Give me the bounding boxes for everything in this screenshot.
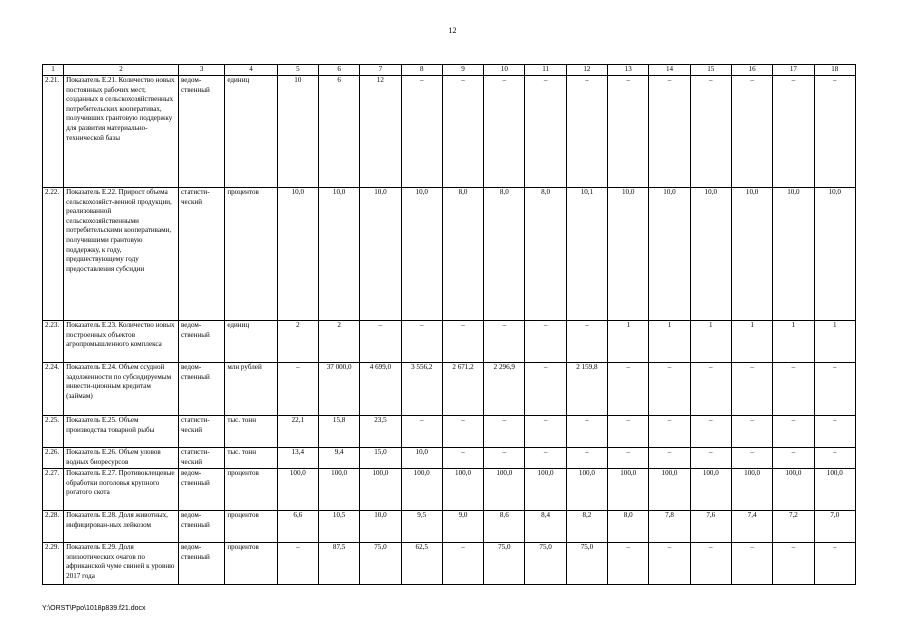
source-cell: статисти-ческий [178, 416, 224, 448]
value-cell: – [690, 363, 731, 416]
value-cell: 10,0 [360, 188, 401, 321]
value-cell: 1 [731, 321, 772, 363]
header-cell: 3 [178, 65, 224, 76]
header-row [43, 65, 856, 76]
value-cell: 6 [318, 76, 359, 188]
indicator-name-cell: Показатель Е.22. Прирост объема сельскохозяйст-венной продукции, реализованной сельскохозяйственными потребительскими кооперативами, получившими грантовую поддержку, к году, предшествующему году предоставления субсидии [64, 188, 179, 321]
unit-cell: процентов [225, 511, 277, 543]
value-cell: 10,1 [566, 188, 607, 321]
value-cell: – [690, 76, 731, 188]
value-cell: 8,2 [566, 511, 607, 543]
value-cell: 75,0 [484, 543, 525, 585]
value-cell: – [566, 416, 607, 448]
value-cell: – [566, 76, 607, 188]
table-row [43, 543, 856, 585]
value-cell: 10,0 [608, 188, 649, 321]
value-cell: – [773, 416, 814, 448]
value-cell: 10,0 [401, 188, 442, 321]
value-cell: 2 [318, 321, 359, 363]
value-cell: – [690, 448, 731, 469]
value-cell: 15,8 [318, 416, 359, 448]
unit-cell: единиц [225, 76, 277, 188]
indicator-name-cell: Показатель Е.26. Объем уловов водных биоресурсов [64, 448, 179, 469]
header-cell: 1 [43, 65, 64, 76]
value-cell: 7,4 [731, 511, 772, 543]
value-cell: – [731, 543, 772, 585]
value-cell: 8,0 [442, 188, 483, 321]
value-cell: – [442, 321, 483, 363]
value-cell: 100,0 [814, 469, 855, 511]
value-cell: 100,0 [649, 469, 690, 511]
value-cell: 2 671,2 [442, 363, 483, 416]
row-number-cell: 2.22. [43, 188, 64, 321]
value-cell: 10,0 [731, 188, 772, 321]
source-cell: ведом-ственный [178, 511, 224, 543]
value-cell: – [525, 321, 566, 363]
value-cell: – [525, 448, 566, 469]
value-cell: 100,0 [401, 469, 442, 511]
table-row [43, 416, 856, 448]
value-cell: – [731, 448, 772, 469]
value-cell: – [401, 321, 442, 363]
value-cell: 1 [649, 321, 690, 363]
value-cell: 100,0 [773, 469, 814, 511]
value-cell: 7,2 [773, 511, 814, 543]
value-cell: 100,0 [608, 469, 649, 511]
value-cell: 7,6 [690, 511, 731, 543]
value-cell: – [814, 416, 855, 448]
value-cell: 10,0 [690, 188, 731, 321]
value-cell: – [401, 416, 442, 448]
value-cell: 1 [690, 321, 731, 363]
table-row [43, 511, 856, 543]
source-cell: статисти-ческий [178, 448, 224, 469]
row-number-cell: 2.21. [43, 76, 64, 188]
value-cell: – [649, 416, 690, 448]
header-cell: 4 [225, 65, 277, 76]
value-cell: 10,0 [649, 188, 690, 321]
value-cell: – [525, 76, 566, 188]
row-number-cell: 2.28. [43, 511, 64, 543]
value-cell: – [690, 416, 731, 448]
value-cell: 10,0 [360, 511, 401, 543]
value-cell: – [525, 363, 566, 416]
value-cell: 8,6 [484, 511, 525, 543]
value-cell: 10,0 [773, 188, 814, 321]
value-cell: 37 000,0 [318, 363, 359, 416]
unit-cell: тыс. тонн [225, 448, 277, 469]
value-cell: – [773, 543, 814, 585]
value-cell: 8,0 [484, 188, 525, 321]
value-cell: 100,0 [360, 469, 401, 511]
header-cell: 8 [401, 65, 442, 76]
value-cell: – [814, 363, 855, 416]
value-cell: 10,0 [401, 448, 442, 469]
value-cell: – [442, 76, 483, 188]
header-cell: 13 [608, 65, 649, 76]
value-cell: – [773, 363, 814, 416]
value-cell: – [773, 448, 814, 469]
value-cell: – [731, 416, 772, 448]
value-cell: – [525, 416, 566, 448]
value-cell: – [773, 76, 814, 188]
value-cell: 8,0 [608, 511, 649, 543]
value-cell: – [731, 76, 772, 188]
unit-cell: процентов [225, 543, 277, 585]
indicator-name-cell: Показатель Е.24. Объем ссудной задолженности по субсидируемым инвести-ционным кредитам (займам) [64, 363, 179, 416]
value-cell: 4 699,0 [360, 363, 401, 416]
source-cell: статисти-ческий [178, 188, 224, 321]
value-cell: – [484, 76, 525, 188]
value-cell: 1 [608, 321, 649, 363]
value-cell: – [277, 543, 318, 585]
header-cell: 7 [360, 65, 401, 76]
value-cell: 10,0 [814, 188, 855, 321]
row-number-cell: 2.27. [43, 469, 64, 511]
value-cell: – [608, 363, 649, 416]
value-cell: – [566, 448, 607, 469]
value-cell: 1 [773, 321, 814, 363]
table-row [43, 321, 856, 363]
value-cell: – [649, 543, 690, 585]
header-cell: 15 [690, 65, 731, 76]
value-cell: – [608, 76, 649, 188]
value-cell: 9,5 [401, 511, 442, 543]
indicator-name-cell: Показатель Е.25. Объем производства товарной рыбы [64, 416, 179, 448]
header-cell: 17 [773, 65, 814, 76]
value-cell: 12 [360, 76, 401, 188]
value-cell: 10,0 [318, 188, 359, 321]
value-cell: 8,4 [525, 511, 566, 543]
value-cell: 100,0 [277, 469, 318, 511]
value-cell: – [649, 448, 690, 469]
unit-cell: млн рублей [225, 363, 277, 416]
header-cell: 10 [484, 65, 525, 76]
indicator-name-cell: Показатель Е.27. Противоклещевые обработки поголовья крупного рогатого скота [64, 469, 179, 511]
table-row [43, 188, 856, 321]
value-cell: 9,0 [442, 511, 483, 543]
value-cell: – [608, 543, 649, 585]
value-cell: 87,5 [318, 543, 359, 585]
source-cell: ведом-ственный [178, 469, 224, 511]
value-cell: 2 296,9 [484, 363, 525, 416]
value-cell: – [566, 321, 607, 363]
unit-cell: единиц [225, 321, 277, 363]
value-cell: – [484, 416, 525, 448]
header-cell: 5 [277, 65, 318, 76]
value-cell: 2 [277, 321, 318, 363]
value-cell: 3 556,2 [401, 363, 442, 416]
value-cell: 2 159,8 [566, 363, 607, 416]
value-cell: 75,0 [525, 543, 566, 585]
header-cell: 14 [649, 65, 690, 76]
table-row [43, 469, 856, 511]
value-cell: 22,1 [277, 416, 318, 448]
value-cell: 15,0 [360, 448, 401, 469]
header-cell: 11 [525, 65, 566, 76]
value-cell: 6,6 [277, 511, 318, 543]
header-cell: 6 [318, 65, 359, 76]
value-cell: 7,8 [649, 511, 690, 543]
row-number-cell: 2.25. [43, 416, 64, 448]
value-cell: – [608, 416, 649, 448]
table-row [43, 448, 856, 469]
value-cell: – [442, 416, 483, 448]
indicator-name-cell: Показатель Е.21. Количество новых постоянных рабочих мест, созданных в сельскохозяйственных потребительских кооперативах, получивших грантовую поддержку для развития материально-технической базы [64, 76, 179, 188]
header-cell: 18 [814, 65, 855, 76]
value-cell: 13,4 [277, 448, 318, 469]
value-cell: 7,0 [814, 511, 855, 543]
indicator-name-cell: Показатель Е.29. Доля эпизоотических очагов по африканской чуме свиней к уровню 2017 года [64, 543, 179, 585]
unit-cell: процентов [225, 469, 277, 511]
header-cell: 2 [64, 65, 179, 76]
value-cell: 100,0 [442, 469, 483, 511]
unit-cell: тыс. тонн [225, 416, 277, 448]
header-cell: 16 [731, 65, 772, 76]
header-cell: 12 [566, 65, 607, 76]
source-cell: ведом-ственный [178, 543, 224, 585]
value-cell: 100,0 [731, 469, 772, 511]
value-cell: – [608, 448, 649, 469]
value-cell: 100,0 [690, 469, 731, 511]
value-cell: 62,5 [401, 543, 442, 585]
page-number: 12 [448, 26, 457, 35]
value-cell: – [814, 76, 855, 188]
value-cell: – [442, 543, 483, 585]
indicator-name-cell: Показатель Е.28. Доля животных, инфицирован-ных лейкозом [64, 511, 179, 543]
row-number-cell: 2.26. [43, 448, 64, 469]
value-cell: 100,0 [566, 469, 607, 511]
value-cell: 100,0 [318, 469, 359, 511]
value-cell: 10,5 [318, 511, 359, 543]
value-cell: 100,0 [484, 469, 525, 511]
row-number-cell: 2.24. [43, 363, 64, 416]
value-cell: – [401, 76, 442, 188]
value-cell: 9,4 [318, 448, 359, 469]
file-path-footer: Y:\ORST\Ppo\1018p839.f21.docx [42, 605, 146, 612]
value-cell: 1 [814, 321, 855, 363]
indicator-name-cell: Показатель Е.23. Количество новых построенных объектов агропромышленного комплекса [64, 321, 179, 363]
value-cell: – [360, 321, 401, 363]
table-row [43, 363, 856, 416]
value-cell: – [484, 321, 525, 363]
value-cell: – [731, 363, 772, 416]
value-cell: – [690, 543, 731, 585]
value-cell: – [814, 543, 855, 585]
source-cell: ведом-ственный [178, 363, 224, 416]
source-cell: ведом-ственный [178, 321, 224, 363]
value-cell: – [277, 363, 318, 416]
value-cell: 75,0 [566, 543, 607, 585]
value-cell: 75,0 [360, 543, 401, 585]
value-cell: 8,0 [525, 188, 566, 321]
value-cell: 10,0 [277, 188, 318, 321]
value-cell: – [649, 363, 690, 416]
value-cell: – [484, 448, 525, 469]
header-cell: 9 [442, 65, 483, 76]
indicators-table [42, 64, 856, 585]
value-cell: 100,0 [525, 469, 566, 511]
value-cell: – [442, 448, 483, 469]
value-cell: 23,5 [360, 416, 401, 448]
value-cell: – [814, 448, 855, 469]
row-number-cell: 2.23. [43, 321, 64, 363]
value-cell: – [649, 76, 690, 188]
table-row [43, 76, 856, 188]
source-cell: ведом-ственный [178, 76, 224, 188]
unit-cell: процентов [225, 188, 277, 321]
value-cell: 10 [277, 76, 318, 188]
row-number-cell: 2.29. [43, 543, 64, 585]
